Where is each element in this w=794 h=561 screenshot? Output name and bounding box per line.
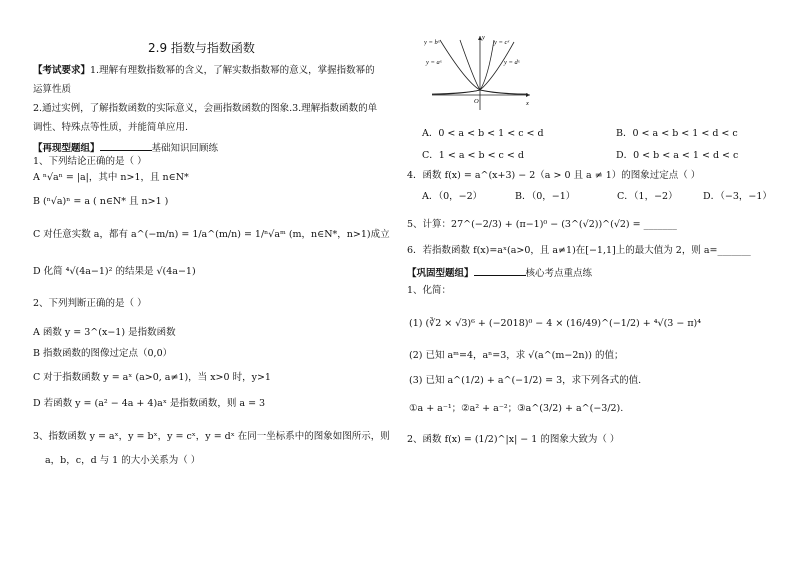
q2-option-a: A 函数 y = 3^(x−1) 是指数函数 [33, 327, 176, 338]
q7-stem: 1、化简： [407, 285, 452, 296]
q7-part-2: (2) 已知 aᵐ=4，aⁿ=3，求 √(a^(m−2n)) 的值； [409, 350, 624, 361]
q1-option-a: A ⁿ√aⁿ = |a|，其中 n>1，且 n∈N* [33, 172, 189, 183]
q1-stem: 1、下列结论正确的是（ ） [33, 156, 147, 167]
q6: 6．若指数函数 f(x)=aˣ(a>0，且 a≠1)在[−1,1]上的最大值为 2，则 a=_______ [407, 245, 751, 256]
q8: 2、函数 f(x) = (1/2)^|x| − 1 的图象大致为（ ） [407, 434, 620, 445]
requirement-line-1 [33, 65, 375, 76]
section-review-tail: 基础知识回顾练 [151, 143, 219, 154]
q3-option-a: A．0 < a < b < 1 < c < d [422, 128, 544, 139]
q7-part-1: (1) (∛2 × √3)⁶ + (−2018)⁰ − 4 × (16/49)^(−1/2) + ⁴√(3 − π)⁴ [409, 318, 702, 329]
section-consolidate-heading: 【巩固型题组】 [407, 268, 474, 279]
label-x: x [526, 100, 529, 107]
curve-d [432, 42, 514, 95]
q4-option-d: D．（−3，−1） [703, 191, 772, 202]
curve-b [460, 40, 528, 95]
q7-part-3: (3) 已知 a^(1/2) + a^(−1/2) = 3，求下列各式的值. [409, 375, 642, 386]
label-a: y = aˣ [426, 59, 442, 66]
label-b: y = bˣ [424, 39, 440, 46]
label-c: y = cˣ [494, 39, 510, 46]
q2-option-d: D 若函数 y = (a² − 4a + 4)aˣ 是指数函数，则 a = 3 [33, 398, 266, 409]
q2-option-b: B 指数函数的图像过定点（0,0） [33, 348, 173, 359]
q2-option-c: C 对于指数函数 y = aˣ (a>0, a≠1)，当 x>0 时，y>1 [33, 372, 271, 383]
label-y: y [482, 34, 485, 41]
label-origin: O [474, 98, 479, 105]
requirement-heading: 【考试要求】 [33, 65, 91, 76]
q7-part-4: ①a + a⁻¹；②a² + a⁻²；③a^(3/2) + a^(−3/2). [409, 403, 624, 414]
q4-option-a: A．（0，−2） [422, 191, 483, 202]
exponential-graph [424, 32, 534, 112]
q4-option-b: B．（0，−1） [515, 191, 576, 202]
requirement-line-4: 调性、特殊点等性质，并能简单应用. [33, 122, 189, 133]
page-title: 2.9 指数与指数函数 [148, 41, 255, 55]
q4-option-c: C．（1，−2） [617, 191, 678, 202]
fill-blank [100, 141, 152, 151]
q3-option-d: D．0 < b < a < 1 < d < c [616, 150, 739, 161]
requirement-line-3: 2.通过实例，了解指数函数的实际意义，会画指数函数的图象.3.理解指数函数的单 [33, 103, 378, 114]
requirement-text-1: 1.理解有理数指数幂的含义，了解实数指数幂的意义，掌握指数幂的 [90, 65, 375, 76]
q3-stem-1: 3、指数函数 y = aˣ，y = bˣ，y = cˣ，y = dˣ 在同一坐标系中的图象如图所示，则 [33, 431, 390, 442]
section-review-heading: 【再现型题组】 [33, 143, 100, 154]
requirement-line-2: 运算性质 [33, 84, 72, 95]
q1-option-d: D 化简 ⁴√(4a−1)² 的结果是 √(4a−1) [33, 266, 196, 277]
q2-stem: 2、下列判断正确的是（ ） [33, 298, 147, 309]
label-d: y = dˣ [504, 59, 520, 66]
section-consolidate-tail: 核心考点重点练 [525, 268, 593, 279]
q4-stem: 4．函数 f(x) = a^(x+3) − 2（a > 0 且 a ≠ 1）的图象过定点（ ） [407, 170, 701, 181]
section-review [33, 141, 218, 154]
q3-stem-2: a，b，c，d 与 1 的大小关系为（ ） [45, 455, 201, 466]
q1-option-c: C 对任意实数 a，都有 a^(−m/n) = 1/a^(m/n) = 1/ⁿ√aᵐ (m，n∈N*，n>1)成立 [33, 229, 390, 240]
q3-option-b: B．0 < a < b < 1 < d < c [616, 128, 738, 139]
section-consolidate [407, 266, 592, 279]
q1-option-b: B (ⁿ√a)ⁿ = a ( n∈N* 且 n>1 ) [33, 196, 169, 207]
fill-blank [474, 266, 526, 276]
q5: 5、计算：27^(−2/3) + (π−1)⁰ − (3^(√2))^(√2) = _______ [407, 219, 677, 230]
q3-option-c: C．1 < a < b < c < d [422, 150, 524, 161]
